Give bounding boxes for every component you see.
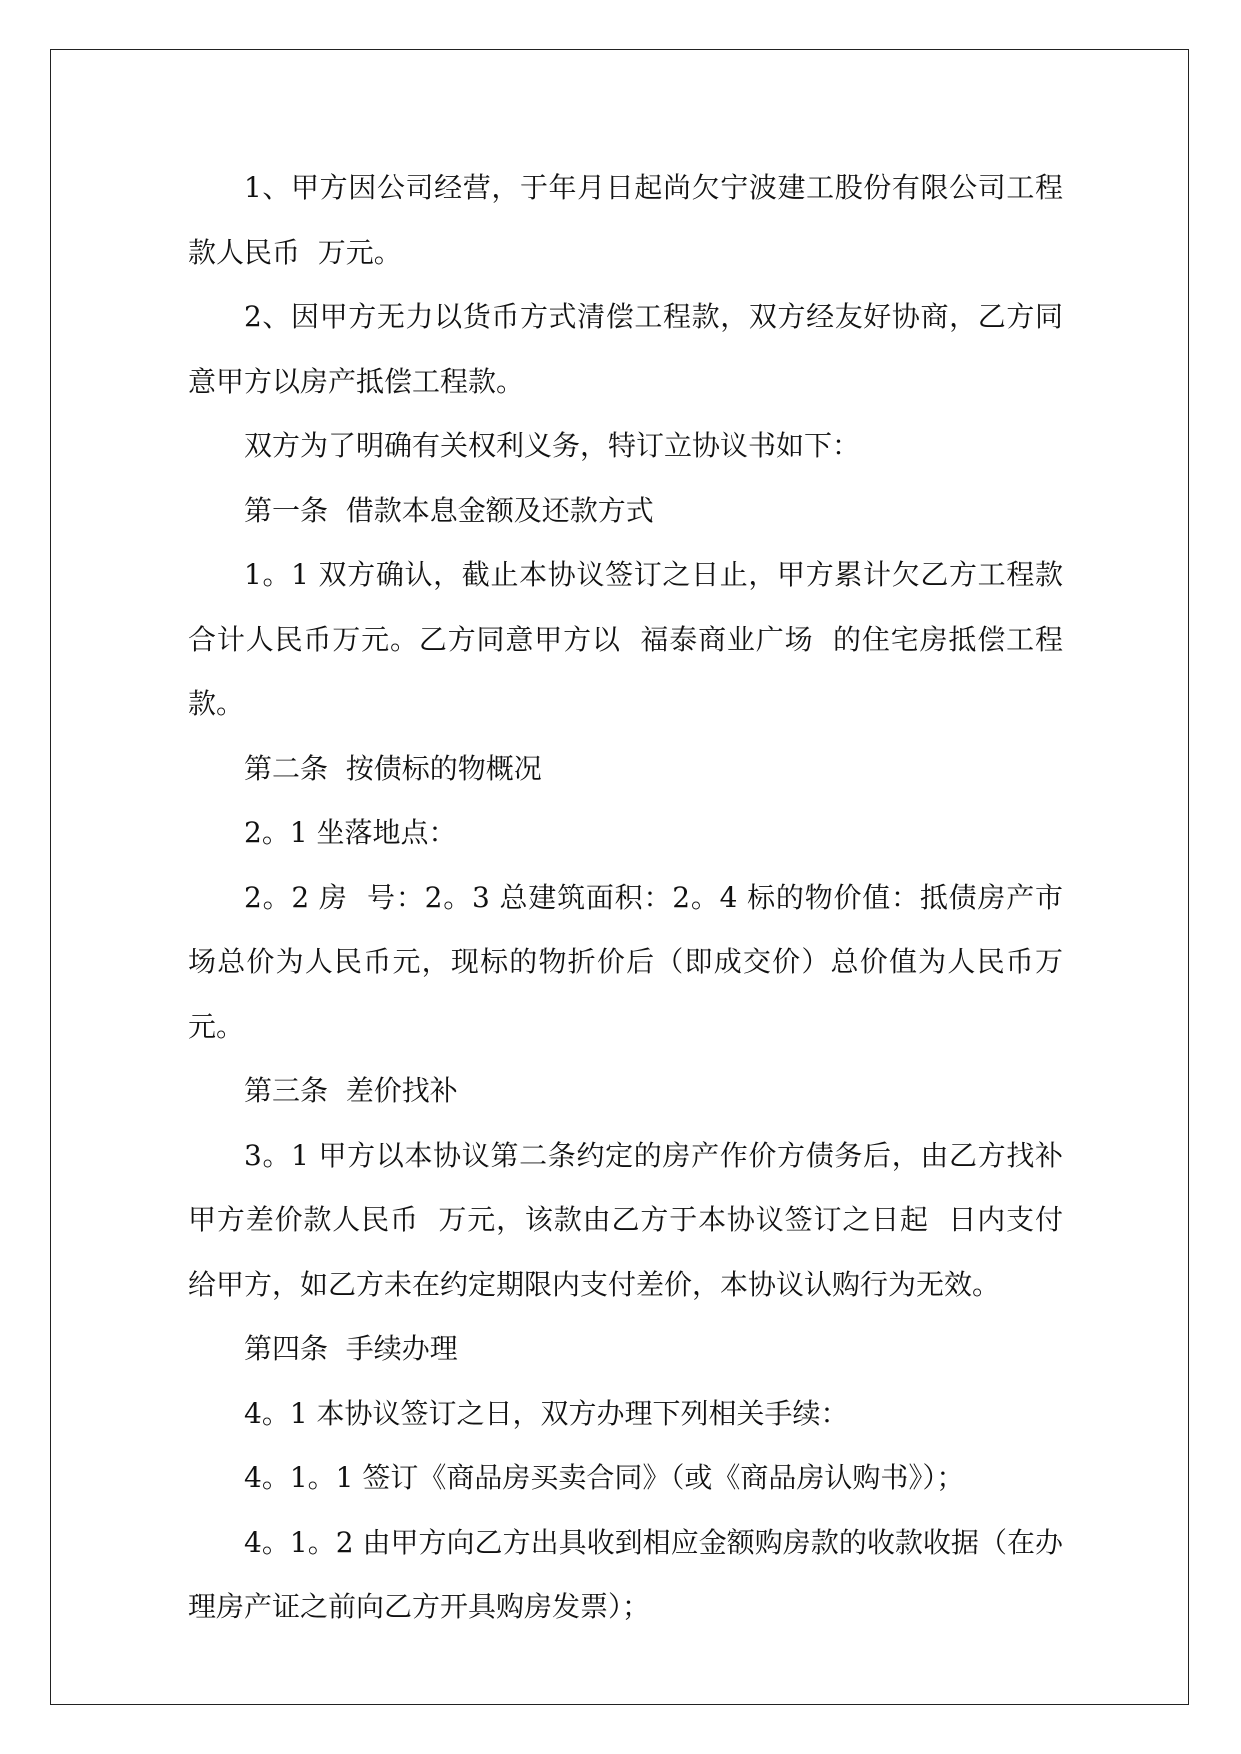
clause-2-2: 2。2 房 号：2。3 总建筑面积：2。4 标的物价值：抵债房产市场总价为人民币元，现标的物折价后（即成交价）总价值为人民币万元。 xyxy=(188,880,1063,1043)
clause-4-1: 4。1 本协议签订之日，双方办理下列相关手续： xyxy=(244,1396,849,1430)
clause-1-1: 1。1 双方确认，截止本协议签订之日止，甲方累计欠乙方工程款合计人民币万元。乙方同意甲方以 福泰商业广场 的住宅房抵偿工程款。 xyxy=(188,558,1063,720)
article-3-heading: 第三条 差价找补 xyxy=(244,1074,458,1107)
paragraph-debt-statement: 1、甲方因公司经营，于年月日起尚欠宁波建工股份有限公司工程款人民币 万元。 xyxy=(188,171,1063,269)
document-body xyxy=(188,156,1063,1640)
clause-2-1: 2。1 坐落地点： xyxy=(244,816,457,849)
paragraph-preamble: 双方为了明确有关权利义务，特订立协议书如下： xyxy=(244,429,861,462)
clause-3-1: 3。1 甲方以本协议第二条约定的房产作价方债务后，由乙方找补甲方差价款人民币 万元，该款由乙方于本协议签订之日起 日内支付给甲方，如乙方未在约定期限内支付差价，本协议认购行为无效。 xyxy=(188,1138,1063,1301)
clause-4-1-1: 4。1。1 签订《商品房买卖合同》（或《商品房认购书》）； xyxy=(244,1461,965,1494)
clause-4-1-2: 4。1。2 由甲方向乙方出具收到相应金额购房款的收款收据（在办理房产证之前向乙方开具购房发票）； xyxy=(188,1525,1063,1623)
article-4-heading: 第四条 手续办理 xyxy=(244,1332,458,1365)
paragraph-offset-agreement: 2、因甲方无力以货币方式清偿工程款，双方经友好协商，乙方同意甲方以房产抵偿工程款。 xyxy=(188,300,1063,398)
article-2-heading: 第二条 按债标的物概况 xyxy=(244,751,542,785)
article-1-heading: 第一条 借款本息金额及还款方式 xyxy=(244,493,654,527)
